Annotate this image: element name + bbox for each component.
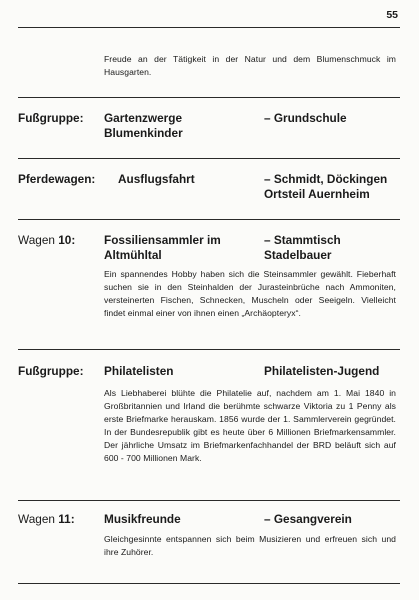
page-number: 55 xyxy=(386,9,398,21)
title-line: Altmühltal xyxy=(104,247,162,262)
entry-title xyxy=(104,512,254,527)
label-prefix: Wagen xyxy=(18,512,55,526)
entry-label: Fußgruppe: xyxy=(18,111,84,125)
label-number: 10: xyxy=(58,233,76,247)
entry-label xyxy=(18,233,75,247)
entry-label: Pferdewagen: xyxy=(18,172,96,186)
participant-line: – Gesangverein xyxy=(264,512,352,526)
title-line: Ausflugsfahrt xyxy=(118,172,195,186)
label-number: 11: xyxy=(58,512,75,526)
entry-gartenzwerge xyxy=(18,111,400,145)
entry-ausflugsfahrt xyxy=(18,172,400,206)
intro-paragraph: Freude an der Tätigkeit in der Natur und dem Blumenschmuck im Hausgarten. xyxy=(104,54,396,77)
entry-label: Fußgruppe: xyxy=(18,364,84,378)
bottom-rule xyxy=(18,583,400,584)
entry-title xyxy=(118,172,268,187)
entry-label xyxy=(18,512,75,526)
entry-description: Ein spannendes Hobby haben sich die Steinsammler gewählt. Fieberhaft suchen sie in den Steinhalden der Jurasteinbrüche nach Ammoniten, versteinerten Fischen, Schnecken, Muscheln oder Seeigeln. Vielleicht findet einmal einer von ihnen einen „Archäopteryx“. xyxy=(104,269,396,318)
entry-title xyxy=(104,111,254,140)
divider xyxy=(18,158,400,159)
participant-line: – Schmidt, Döckingen xyxy=(264,172,388,186)
title-line: Gartenzwerge xyxy=(104,111,183,125)
entry-description: Als Liebhaberei blühte die Philatelie auf, nachdem am 1. Mai 1840 in Großbritannien und Irland die berühmte schwarze Viktoria zu 1 Penny als erste Briefmarke herauskam. 1856 wurde der 1. Sammlerverein gegründet. In der Bundesrepublik gibt es heute über 6 Millionen Briefmarkensammler. Der jährliche Umsatz im Briefmarkenfachhandel der BRD beläuft sich auf 600 - 700 Millionen Mark. xyxy=(104,388,396,463)
divider xyxy=(18,97,400,98)
entry-participant xyxy=(264,233,419,262)
title-line: Philatelisten xyxy=(104,364,174,378)
participant-line: Ortsteil Auernheim xyxy=(264,186,370,201)
participant-line: – Stammtisch xyxy=(264,233,341,247)
divider xyxy=(18,500,400,501)
entry-title xyxy=(104,364,254,379)
participant-line: Philatelisten-Jugend xyxy=(264,364,380,378)
entry-participant xyxy=(264,364,419,379)
entry-participant xyxy=(264,111,419,126)
title-line: Blumenkinder xyxy=(104,125,183,140)
divider xyxy=(18,219,400,220)
title-line: Musikfreunde xyxy=(104,512,181,526)
entry-description: Gleichgesinnte entspannen sich beim Musizieren und erfreuen sich und ihre Zuhörer. xyxy=(104,534,396,557)
title-line: Fossiliensammler im xyxy=(104,233,221,247)
entry-participant xyxy=(264,512,419,527)
divider xyxy=(18,349,400,350)
top-rule xyxy=(18,27,400,28)
participant-line: Stadelbauer xyxy=(264,247,332,262)
entry-fossiliensammler xyxy=(18,233,400,267)
entry-participant xyxy=(264,172,419,201)
participant-line: – Grundschule xyxy=(264,111,347,125)
label-prefix: Wagen xyxy=(18,233,55,247)
entry-title xyxy=(104,233,254,262)
